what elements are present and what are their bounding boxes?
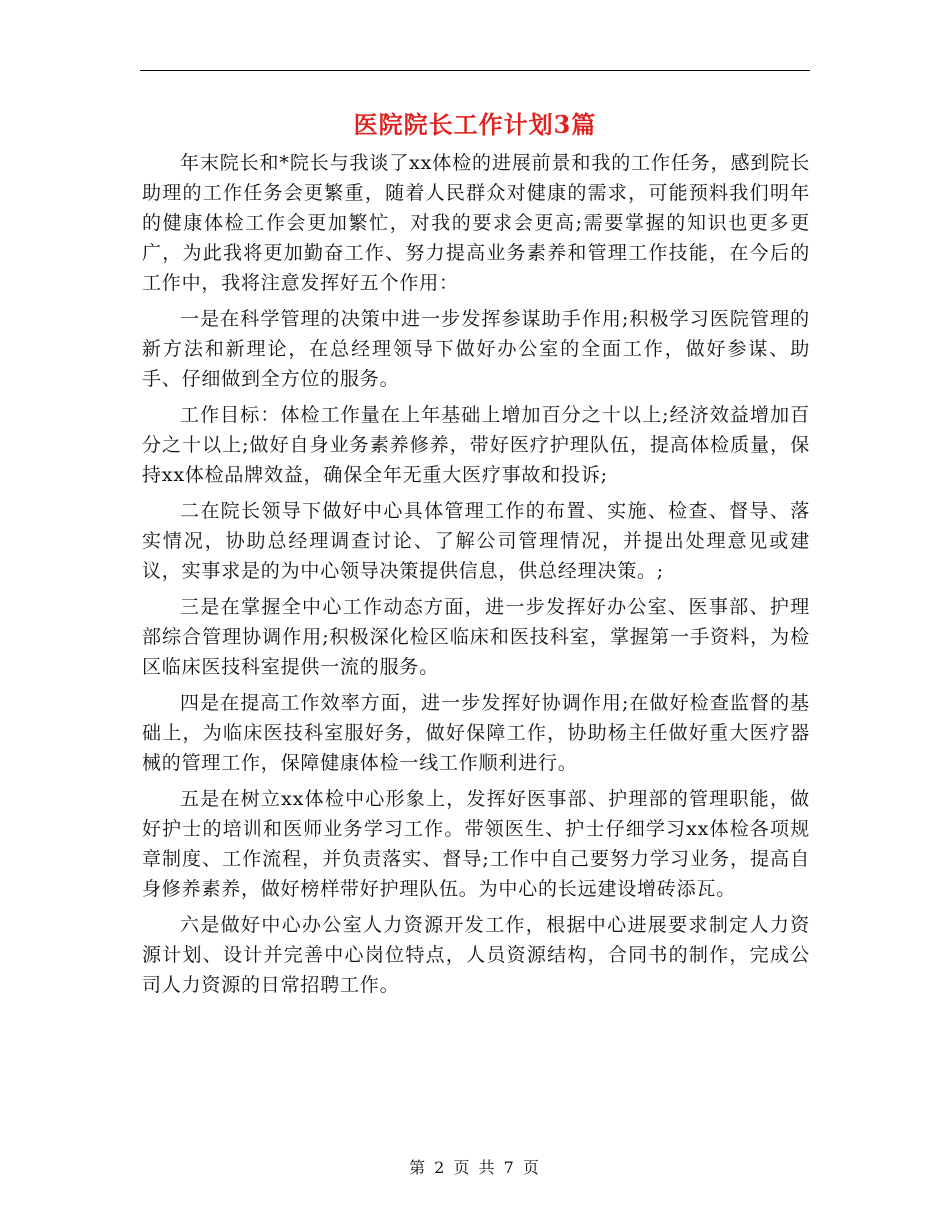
document-body — [142, 148, 810, 1006]
paragraph-five: 五是在树立xx体检中心形象上，发挥好医事部、护理部的管理职能，做好护士的培训和医师业务学习工作。带领医生、护士仔细学习xx体检各项规章制度、工作流程，并负责落实、督导;工作中自己要努力学习业务，提高自身修养素养，做好榜样带好护理队伍。为中心的长远建设增砖添瓦。 — [142, 788, 810, 900]
page-number-footer: 第 2 页 共 7 页 — [409, 1158, 541, 1177]
paragraph-one: 一是在科学管理的决策中进一步发挥参谋助手作用;积极学习医院管理的新方法和新理论，在总经理领导下做好办公室的全面工作，做好参谋、助手、仔细做到全方位的服务。 — [142, 308, 810, 390]
document-title: 医院院长工作计划3篇 — [353, 110, 597, 139]
paragraph-goals: 工作目标：体检工作量在上年基础上增加百分之十以上;经济效益增加百分之十以上;做好自身业务素养修养，带好医疗护理队伍，提高体检质量，保持xx体检品牌效益，确保全年无重大医疗事故和投诉; — [142, 404, 810, 486]
paragraph-six: 六是做好中心办公室人力资源开发工作，根据中心进展要求制定人力资源计划、设计并完善中心岗位特点，人员资源结构，合同书的制作，完成公司人力资源的日常招聘工作。 — [142, 914, 810, 996]
paragraph-three: 三是在掌握全中心工作动态方面，进一步发挥好办公室、医事部、护理部综合管理协调作用;积极深化检区临床和医技科室，掌握第一手资料，为检区临床医技科室提供一流的服务。 — [142, 596, 810, 678]
header-rule — [140, 70, 810, 71]
paragraph-four: 四是在提高工作效率方面，进一步发挥好协调作用;在做好检查监督的基础上，为临床医技科室服好务，做好保障工作，协助杨主任做好重大医疗器械的管理工作，保障健康体检一线工作顺利进行。 — [142, 692, 810, 774]
paragraph-intro: 年末院长和*院长与我谈了xx体检的进展前景和我的工作任务，感到院长助理的工作任务会更繁重，随着人民群众对健康的需求，可能预料我们明年的健康体检工作会更加繁忙，对我的要求会更高;需要掌握的知识也更多更广，为此我将更加勤奋工作、努力提高业务素养和管理工作技能，在今后的工作中，我将注意发挥好五个作用： — [142, 152, 810, 294]
paragraph-two: 二在院长领导下做好中心具体管理工作的布置、实施、检查、督导、落实情况，协助总经理调查讨论、了解公司管理情况，并提出处理意见或建议，实事求是的为中心领导决策提供信息，供总经理决策。; — [142, 500, 810, 582]
